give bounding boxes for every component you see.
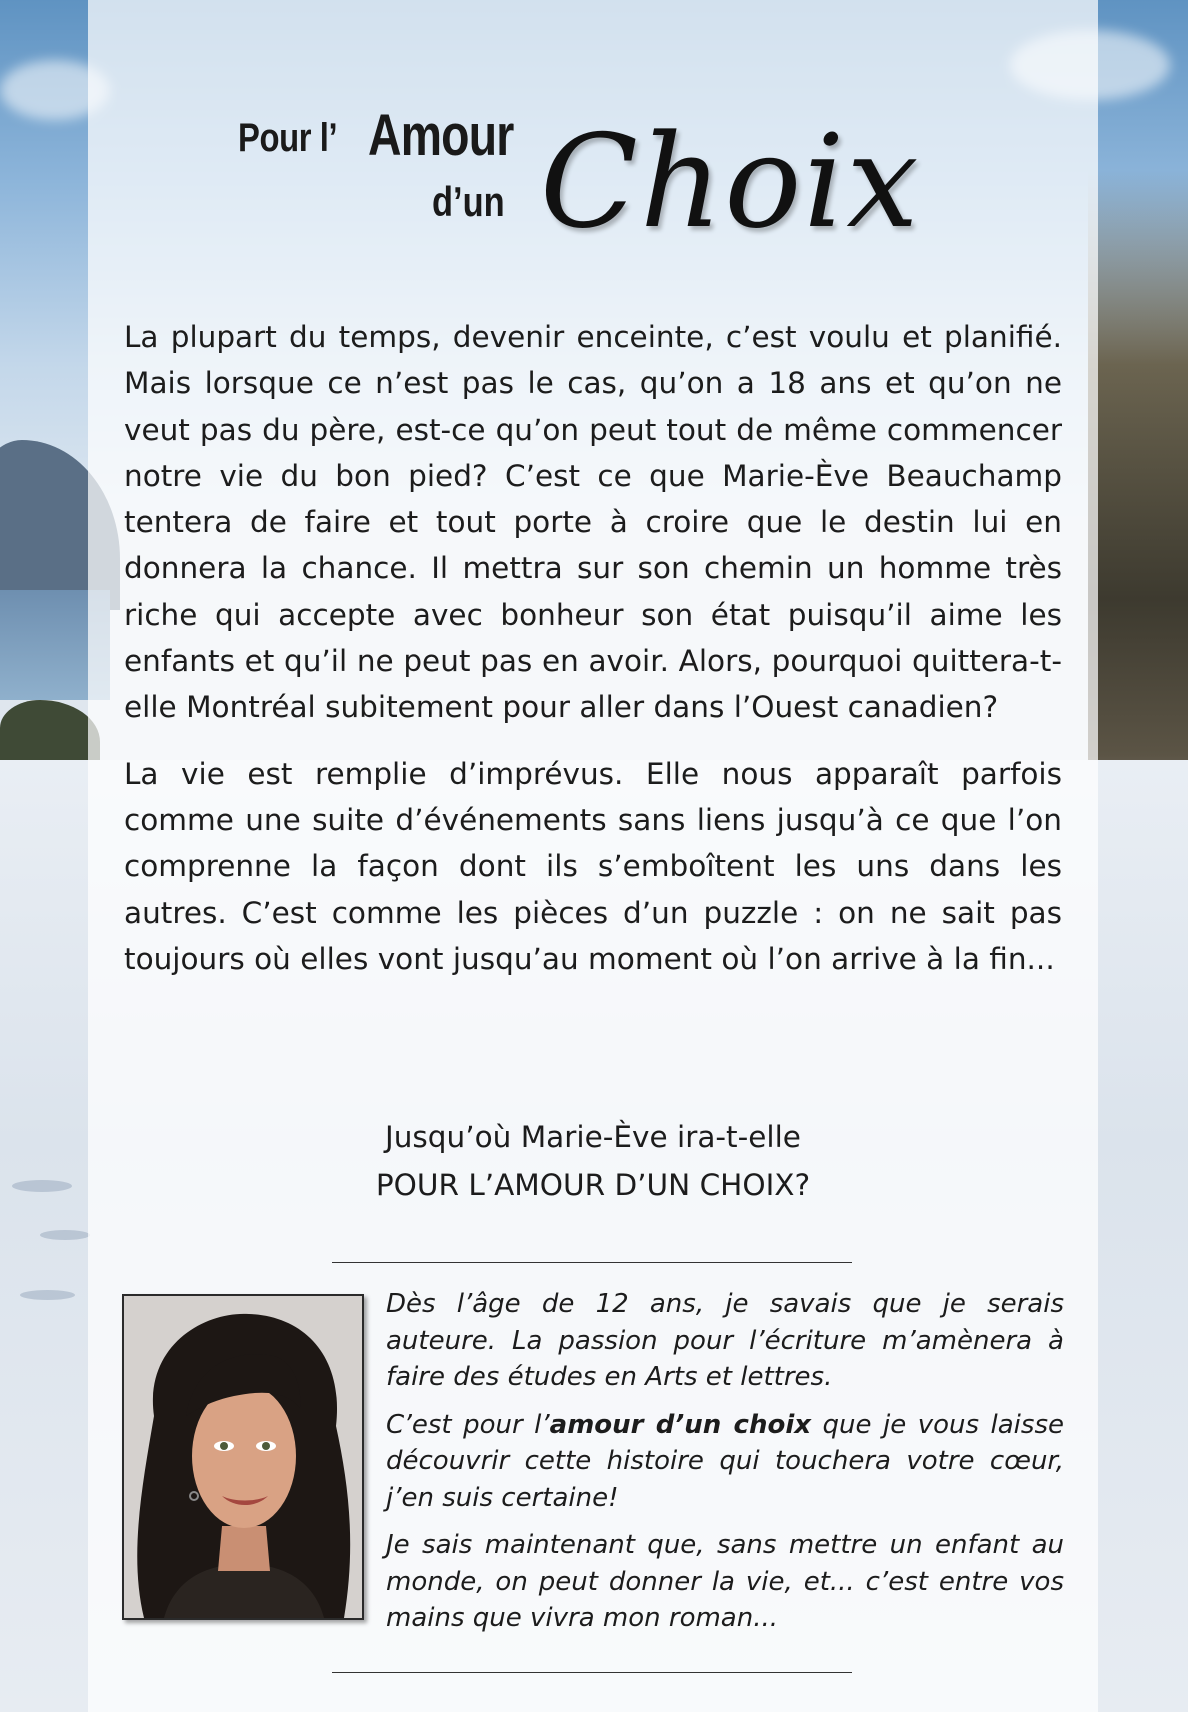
footprint: [40, 1230, 90, 1240]
title-dun: d’un: [432, 178, 505, 225]
bio-emphasis: amour d’un choix: [549, 1409, 812, 1440]
bio-text: C’est pour l’: [386, 1409, 550, 1440]
author-bio-paragraph: Dès l’âge de 12 ans, je savais que je serais auteure. La passion pour l’écriture m’amènera à faire des études en Arts et lettres.: [386, 1289, 1064, 1392]
footprint: [12, 1180, 72, 1192]
synopsis-paragraph: La plupart du temps, devenir enceinte, c’est voulu et planifié. Mais lorsque ce n’est pas le cas, qu’on a 18 ans et qu’on ne veut pas du père, est-ce qu’on peut tout de même commencer notre vie du bon pied? C’est ce que Marie-Ève Beauchamp tentera de faire et tout porte à croire que le destin lui en donnera la chance. Il mettra sur son chemin un homme très riche qui accepte avec bonheur son état puisqu’il aime les enfants et qu’il ne peut pas en avoir. Alors, pourquoi quittera-t-elle Montréal subitement pour aller dans l’Ouest canadien?: [124, 320, 1062, 725]
synopsis-paragraph: La vie est remplie d’imprévus. Elle nous apparaît parfois comme une suite d’événements sans liens jusqu’à ce que l’on comprenne la façon dont ils s’emboîtent les uns dans les autres. C’est comme les pièces d’un puzzle : on ne sait pas toujours où elles vont jusqu’au moment où l’on arrive à la fin...: [124, 756, 1062, 976]
bio-text: que je vous laisse découvrir cette histoire qui touchera votre cœur, j’en suis certaine!: [386, 1409, 1064, 1513]
title-pour: Pour l’: [238, 116, 338, 160]
book-title: [0, 0, 1188, 300]
author-bio-paragraph: Je sais maintenant que, sans mettre un enfant au monde, on peut donner la vie, et... c’est entre vos mains que vivra mon roman...: [386, 1530, 1064, 1633]
tagline-line: Jusqu’où Marie-Ève ira-t-elle: [385, 1120, 801, 1154]
tagline-question: [124, 1113, 1062, 1209]
title-amour: Amour: [368, 103, 514, 168]
author-bio: [386, 1286, 1064, 1637]
tagline-line: POUR L’AMOUR D’UN CHOIX?: [375, 1168, 811, 1202]
synopsis: [124, 314, 1062, 982]
author-bio-paragraph: [386, 1407, 1064, 1517]
divider: [332, 1262, 852, 1263]
author-portrait-image: [124, 1296, 362, 1618]
title-choix-script: Choix: [540, 108, 921, 257]
footprint: [20, 1290, 75, 1300]
divider: [332, 1672, 852, 1673]
author-photo: [122, 1294, 364, 1620]
